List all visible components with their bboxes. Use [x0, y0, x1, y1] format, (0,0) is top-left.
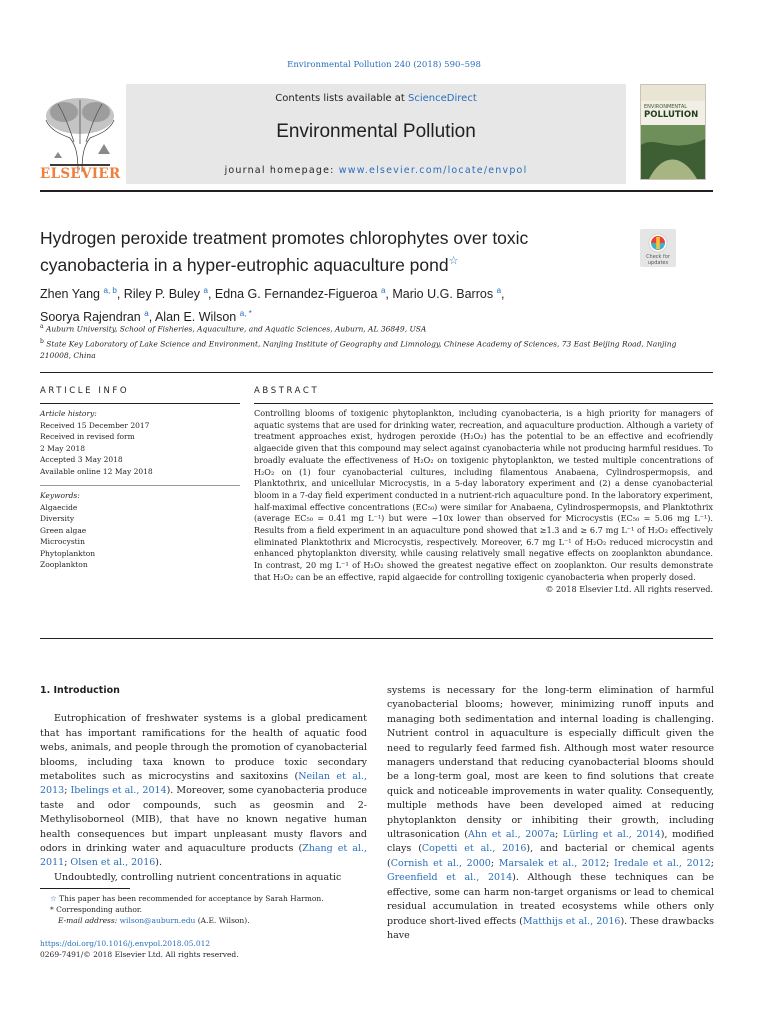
title-line-2: cyanobacteria in a hyper-eutrophic aquaculture pond [40, 254, 449, 275]
article-info-caption: ARTICLE INFO [40, 386, 130, 396]
keyword: Diversity [40, 514, 75, 523]
author-name[interactable]: Alan E. Wilson [154, 310, 237, 325]
body-column-left [40, 684, 367, 885]
history-item: Accepted 3 May 2018 [40, 455, 123, 464]
paragraph-text: ; [64, 785, 71, 797]
paragraph-text: ; [710, 857, 714, 869]
keyword: Green algae [40, 525, 87, 535]
abstract-rule [254, 403, 713, 404]
history-item: Available online 12 May 2018 [40, 466, 153, 476]
affiliation-b [40, 336, 700, 363]
affiliation-list [40, 321, 700, 362]
doi-link[interactable]: https://doi.org/10.1016/j.envpol.2018.05.012 [40, 939, 211, 948]
intro-paragraph-2: Undoubtedly, controlling nutrient concentrations in aquatic [54, 871, 342, 883]
citation-link[interactable]: Iredale et al., 2012 [614, 857, 711, 869]
citation-link[interactable]: Neilan et al., 2013 [40, 771, 367, 797]
footnote-recommendation [40, 893, 370, 904]
crossmark-label [636, 254, 680, 266]
citation-link[interactable]: Zhang et al., 2011 [40, 843, 367, 869]
paragraph-text: ). [155, 857, 163, 869]
keyword: Phytoplankton [40, 548, 96, 558]
author-separator: , [501, 287, 505, 302]
author-separator: , [385, 287, 393, 302]
affiliation-a-mark: a [40, 323, 44, 330]
elsevier-wordmark: ELSEVIER [40, 166, 121, 182]
author-affiliation-mark[interactable]: a, b [103, 286, 117, 295]
author-name[interactable]: Mario U.G. Barros [392, 287, 494, 302]
abstract-body [254, 408, 713, 595]
journal-name: Environmental Pollution [276, 121, 476, 142]
cover-title-line2: POLLUTION [644, 110, 699, 120]
email-label: E-mail address: [58, 916, 120, 925]
citation-link[interactable]: Cornish et al., 2000 [390, 857, 491, 869]
sciencedirect-link[interactable]: ScienceDirect [408, 93, 477, 104]
body-column-right [387, 684, 714, 943]
history-item: Received 15 December 2017 [40, 420, 150, 430]
crossmark-label-line2: updates [647, 260, 669, 266]
paragraph-text: ). Moreover, some cyanobacteria produce taste and odor compounds, such as geosmin and 2-Methylisoborneol (MIB), that have no known negative human health consequences but impart unpleasant musty flavors and odors in drinking water and aquaculture products ( [40, 785, 367, 855]
footnote-mark-asterisk: * [50, 905, 54, 914]
author-affiliation-mark[interactable]: a [144, 309, 149, 319]
citation-link[interactable]: Marsalek et al., 2012 [498, 857, 607, 869]
author-name[interactable]: Zhen Yang [40, 287, 101, 302]
citation-link[interactable]: Lürling et al., 2014 [563, 829, 661, 841]
author-name[interactable]: Soorya Rajendran [40, 310, 141, 325]
article-info-rule [40, 403, 240, 404]
keyword: Zooplankton [40, 560, 88, 569]
keywords-rule [40, 485, 240, 486]
title-line-1: Hydrogen peroxide treatment promotes chlorophytes over toxic [40, 228, 529, 248]
abstract-caption: ABSTRACT [254, 386, 320, 396]
affiliation-b-text: State Key Laboratory of Lake Science and Environment, Nanjing Institute of Geography and Limnology, Chinese Academy of Sciences, 73 East Beijing Road, Nanjing 210008, China [40, 339, 677, 360]
citation-link[interactable]: Ibelings et al., 2014 [70, 785, 167, 797]
history-item: 2 May 2018 [40, 443, 86, 453]
affiliation-divider [40, 372, 713, 373]
cover-artwork [641, 85, 705, 179]
intro-paragraph-continued [387, 684, 714, 943]
citation-link[interactable]: Copetti et al., 2016 [421, 843, 527, 855]
contents-availability [126, 93, 626, 104]
title-footnote-mark[interactable]: ☆ [448, 255, 459, 267]
paragraph-text: Eutrophication of freshwater systems is a global predicament that has important ramifications for the health of aquatic food webs, animals, and people through the promotion of cyanobacterial blooms, including taxa known to produce toxic secondary metabolites such as microcystins and saxitoxins ( [40, 713, 367, 783]
intro-paragraph-1 [40, 712, 367, 870]
footnote-email [40, 915, 370, 926]
abstract-copyright: © 2018 Elsevier Ltd. All rights reserved. [545, 583, 713, 594]
contents-prefix: Contents lists available at [275, 93, 409, 104]
author-affiliation-mark[interactable]: a [496, 286, 502, 295]
paragraph-text: ; [64, 857, 71, 869]
author-name[interactable]: Edna G. Fernandez-Figueroa [214, 287, 378, 302]
crossmark-label-line1: Check for [646, 254, 670, 260]
email-suffix: (A.E. Wilson). [195, 916, 250, 925]
journal-homepage [126, 165, 626, 176]
paragraph-text: ; [490, 857, 499, 869]
keyword: Algaecide [40, 502, 78, 512]
abstract-bottom-divider [40, 638, 713, 639]
article-history [40, 408, 240, 477]
footnotes [40, 893, 370, 926]
footnote-mark-star[interactable]: ☆ [50, 894, 57, 903]
author-separator: , [207, 287, 215, 302]
abstract-text: Controlling blooms of toxigenic phytoplankton, including cyanobacteria, is a high priority for managers of aquatic systems that are used for drinking water, recreation, and aquaculture production. Although a variety of treatment approaches exist, hydrogen peroxide (H₂O₂) has the potential to be an effective and ecofriendly algaecide given that this compound may select against cyanobacteria while not producing harmful residues. To broadly evaluate the effectiveness of H₂O₂ on toxigenic phytoplankton, we tested multiple concentrations of H₂O₂ on (1) four cyanobacterial cultures, including filamentous Anabaena, Cylindrospermopsis, and Planktothrix, and unicellular Microcystis, in a 5-day laboratory experiment and (2) a dense cyanobacterial bloom in a 7-day field experiment conducted in a nutrient-rich aquaculture pond. In the laboratory experiment, half-maximal effective concentrations (EC₅₀) were similar for Anabaena, Cylindrospermopsis, and Planktothrix (average EC₅₀ = 0.41 mg L⁻¹) but were ~10x lower than observed for Microcystis (EC₅₀ = 5.06 mg L⁻¹). Results from a field experiment in an aquaculture pond showed that ≥1.3 and ≥ 6.7 mg L⁻¹ of H₂O₂ effectively eliminated Planktothrix and Microcystis, respectively. Moreover, 6.7 mg L⁻¹ of H₂O₂ reduced microcystin and enhanced phytoplankton diversity, while causing relatively small negative effects on zooplankton abundance. In contrast, 20 mg L⁻¹ of H₂O₂ showed the greatest negative effect on zooplankton. Our results demonstrate that H₂O₂ can be an effective, rapid algaecide for controlling toxigenic cyanobacteria when properly dosed. [254, 408, 713, 582]
author-separator: , [148, 310, 155, 325]
journal-masthead [126, 84, 626, 184]
keywords [40, 490, 240, 571]
author-email-link[interactable]: wilson@auburn.edu [119, 916, 196, 925]
history-item: Received in revised form [40, 432, 135, 441]
footnote-corresponding-text: Corresponding author. [56, 905, 143, 914]
article-title [40, 227, 600, 277]
section-heading-introduction: 1. Introduction [40, 685, 120, 696]
journal-reference[interactable]: Environmental Pollution 240 (2018) 590–598 [287, 60, 481, 70]
keyword: Microcystin [40, 537, 85, 546]
author-separator: , [116, 287, 124, 302]
paragraph-text: systems is necessary for the long-term elimination of harmful cyanobacterial blooms; however, minimizing runoff inputs and managing both sedimentation and internal loading is challenging. Nutrient control in aquaculture is especially difficult given the need to regularly feed farmed fish. Although most water resource managers understand that reducing cyanobacterial blooms should be a long-term goal, most are keen to find solutions that create quick and noticeable improvements in water quality. Consequently, multiple methods have been developed aimed at reducing phytoplankton density or inhibiting their growth, including ultrasonication ( [387, 685, 714, 841]
paragraph-text: ), modified clays ( [387, 829, 714, 855]
journal-cover-thumbnail[interactable] [640, 84, 706, 180]
issn-copyright: 0269-7491/© 2018 Elsevier Ltd. All rights reserved. [40, 950, 239, 959]
paragraph-text: ). These drawbacks have [387, 915, 715, 941]
paragraph-text: ; [555, 829, 564, 841]
author-affiliation-mark[interactable]: a, * [239, 309, 252, 319]
keywords-heading: Keywords: [40, 491, 80, 500]
header-divider [40, 190, 713, 192]
citation-link[interactable]: Greenfield et al., 2014 [387, 872, 513, 884]
footnote-divider [40, 888, 130, 889]
author-affiliation-mark[interactable]: a [203, 286, 208, 295]
article-history-heading: Article history: [40, 409, 97, 418]
affiliation-a-text: Auburn University, School of Fisheries, Aquaculture, and Aquatic Sciences, Auburn, AL 36849, USA [45, 324, 427, 334]
paragraph-text: ). Although these techniques can be effective, some can harm non-target organisms or lead to chemical residual accumulation in treated ecosystems while others only produce short-lived effects ( [387, 872, 714, 927]
cover-title-line1: ENVIRONMENTAL [644, 104, 688, 110]
article-metadata [40, 938, 370, 960]
author-affiliation-mark[interactable]: a [380, 286, 386, 295]
affiliation-a [40, 321, 700, 336]
footnote-corresponding [40, 904, 370, 915]
author-name[interactable]: Riley P. Buley [123, 287, 200, 302]
affiliation-b-mark: b [40, 337, 44, 345]
paragraph-text: ; [606, 857, 615, 869]
citation-link[interactable]: Matthijs et al., 2016 [522, 915, 621, 927]
citation-link[interactable]: Ahn et al., 2007a [468, 829, 556, 841]
homepage-prefix: journal homepage: [224, 165, 339, 176]
citation-link[interactable]: Olsen et al., 2016 [70, 857, 156, 869]
footnote-recommendation-text: This paper has been recommended for acceptance by Sarah Harmon. [59, 894, 324, 903]
homepage-link[interactable]: www.elsevier.com/locate/envpol [338, 165, 528, 176]
paragraph-text: ), and bacterial or chemical agents ( [387, 843, 714, 869]
